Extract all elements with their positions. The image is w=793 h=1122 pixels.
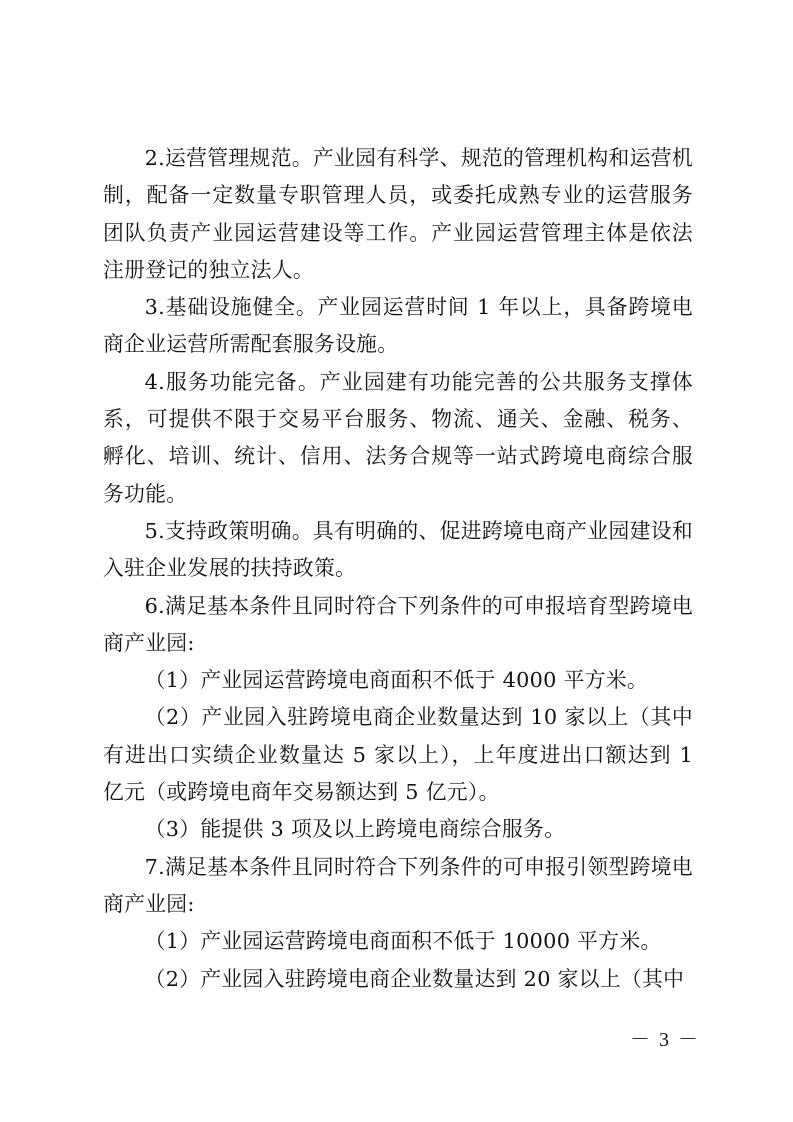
paragraph-leading-area: （1）产业园运营跨境电商面积不低于 10000 平方米。 — [144, 929, 662, 954]
paragraph-infrastructure: 3.基础设施健全。产业园运营时间 1 年以上，具备跨境电商企业运营所需配套服务设施。 — [103, 295, 693, 357]
paragraph-support-policy: 5.支持政策明确。具有明确的、促进跨境电商产业园建设和入驻企业发展的扶持政策。 — [103, 518, 693, 581]
paragraph-service-functions: 4.服务功能完备。产业园建有功能完善的公共服务支撑体系，可提供不限于交易平台服务、物流、通关、金融、税务、孵化、培训、统计、信用、法务合规等一站式跨境电商综合服务功能。 — [103, 369, 693, 506]
paragraph-cultivation-services: （3）能提供 3 项及以上跨境电商综合服务。 — [144, 817, 566, 842]
paragraph-leading-park-conditions: 7.满足基本条件且同时符合下列条件的可申报引领型跨境电商产业园: — [103, 854, 693, 916]
paragraph-cultivation-area: （1）产业园运营跨境电商面积不低于 4000 平方米。 — [144, 668, 649, 693]
paragraph-operation-management: 2.运营管理规范。产业园有科学、规范的管理机构和运营机制，配备一定数量专职管理人员，或委托成熟专业的运营服务团队负责产业园运营建设等工作。产业园运营管理主体是依法注册登记的独立法人。 — [103, 146, 693, 282]
paragraph-leading-enterprises: （2）产业园入驻跨境电商企业数量达到 20 家以上（其中 — [144, 966, 685, 991]
page-number: － 3 － — [630, 1029, 700, 1051]
paragraph-cultivation-park-conditions: 6.满足基本条件且同时符合下列条件的可申报培育型跨境电商产业园: — [103, 593, 693, 655]
document-body — [103, 140, 693, 998]
paragraph-cultivation-enterprises: （2）产业园入驻跨境电商企业数量达到 10 家以上（其中有进出口实绩企业数量达 5 家以上），上年度进出口额达到 1 亿元（或跨境电商年交易额达到 5 亿元）。 — [103, 705, 693, 805]
